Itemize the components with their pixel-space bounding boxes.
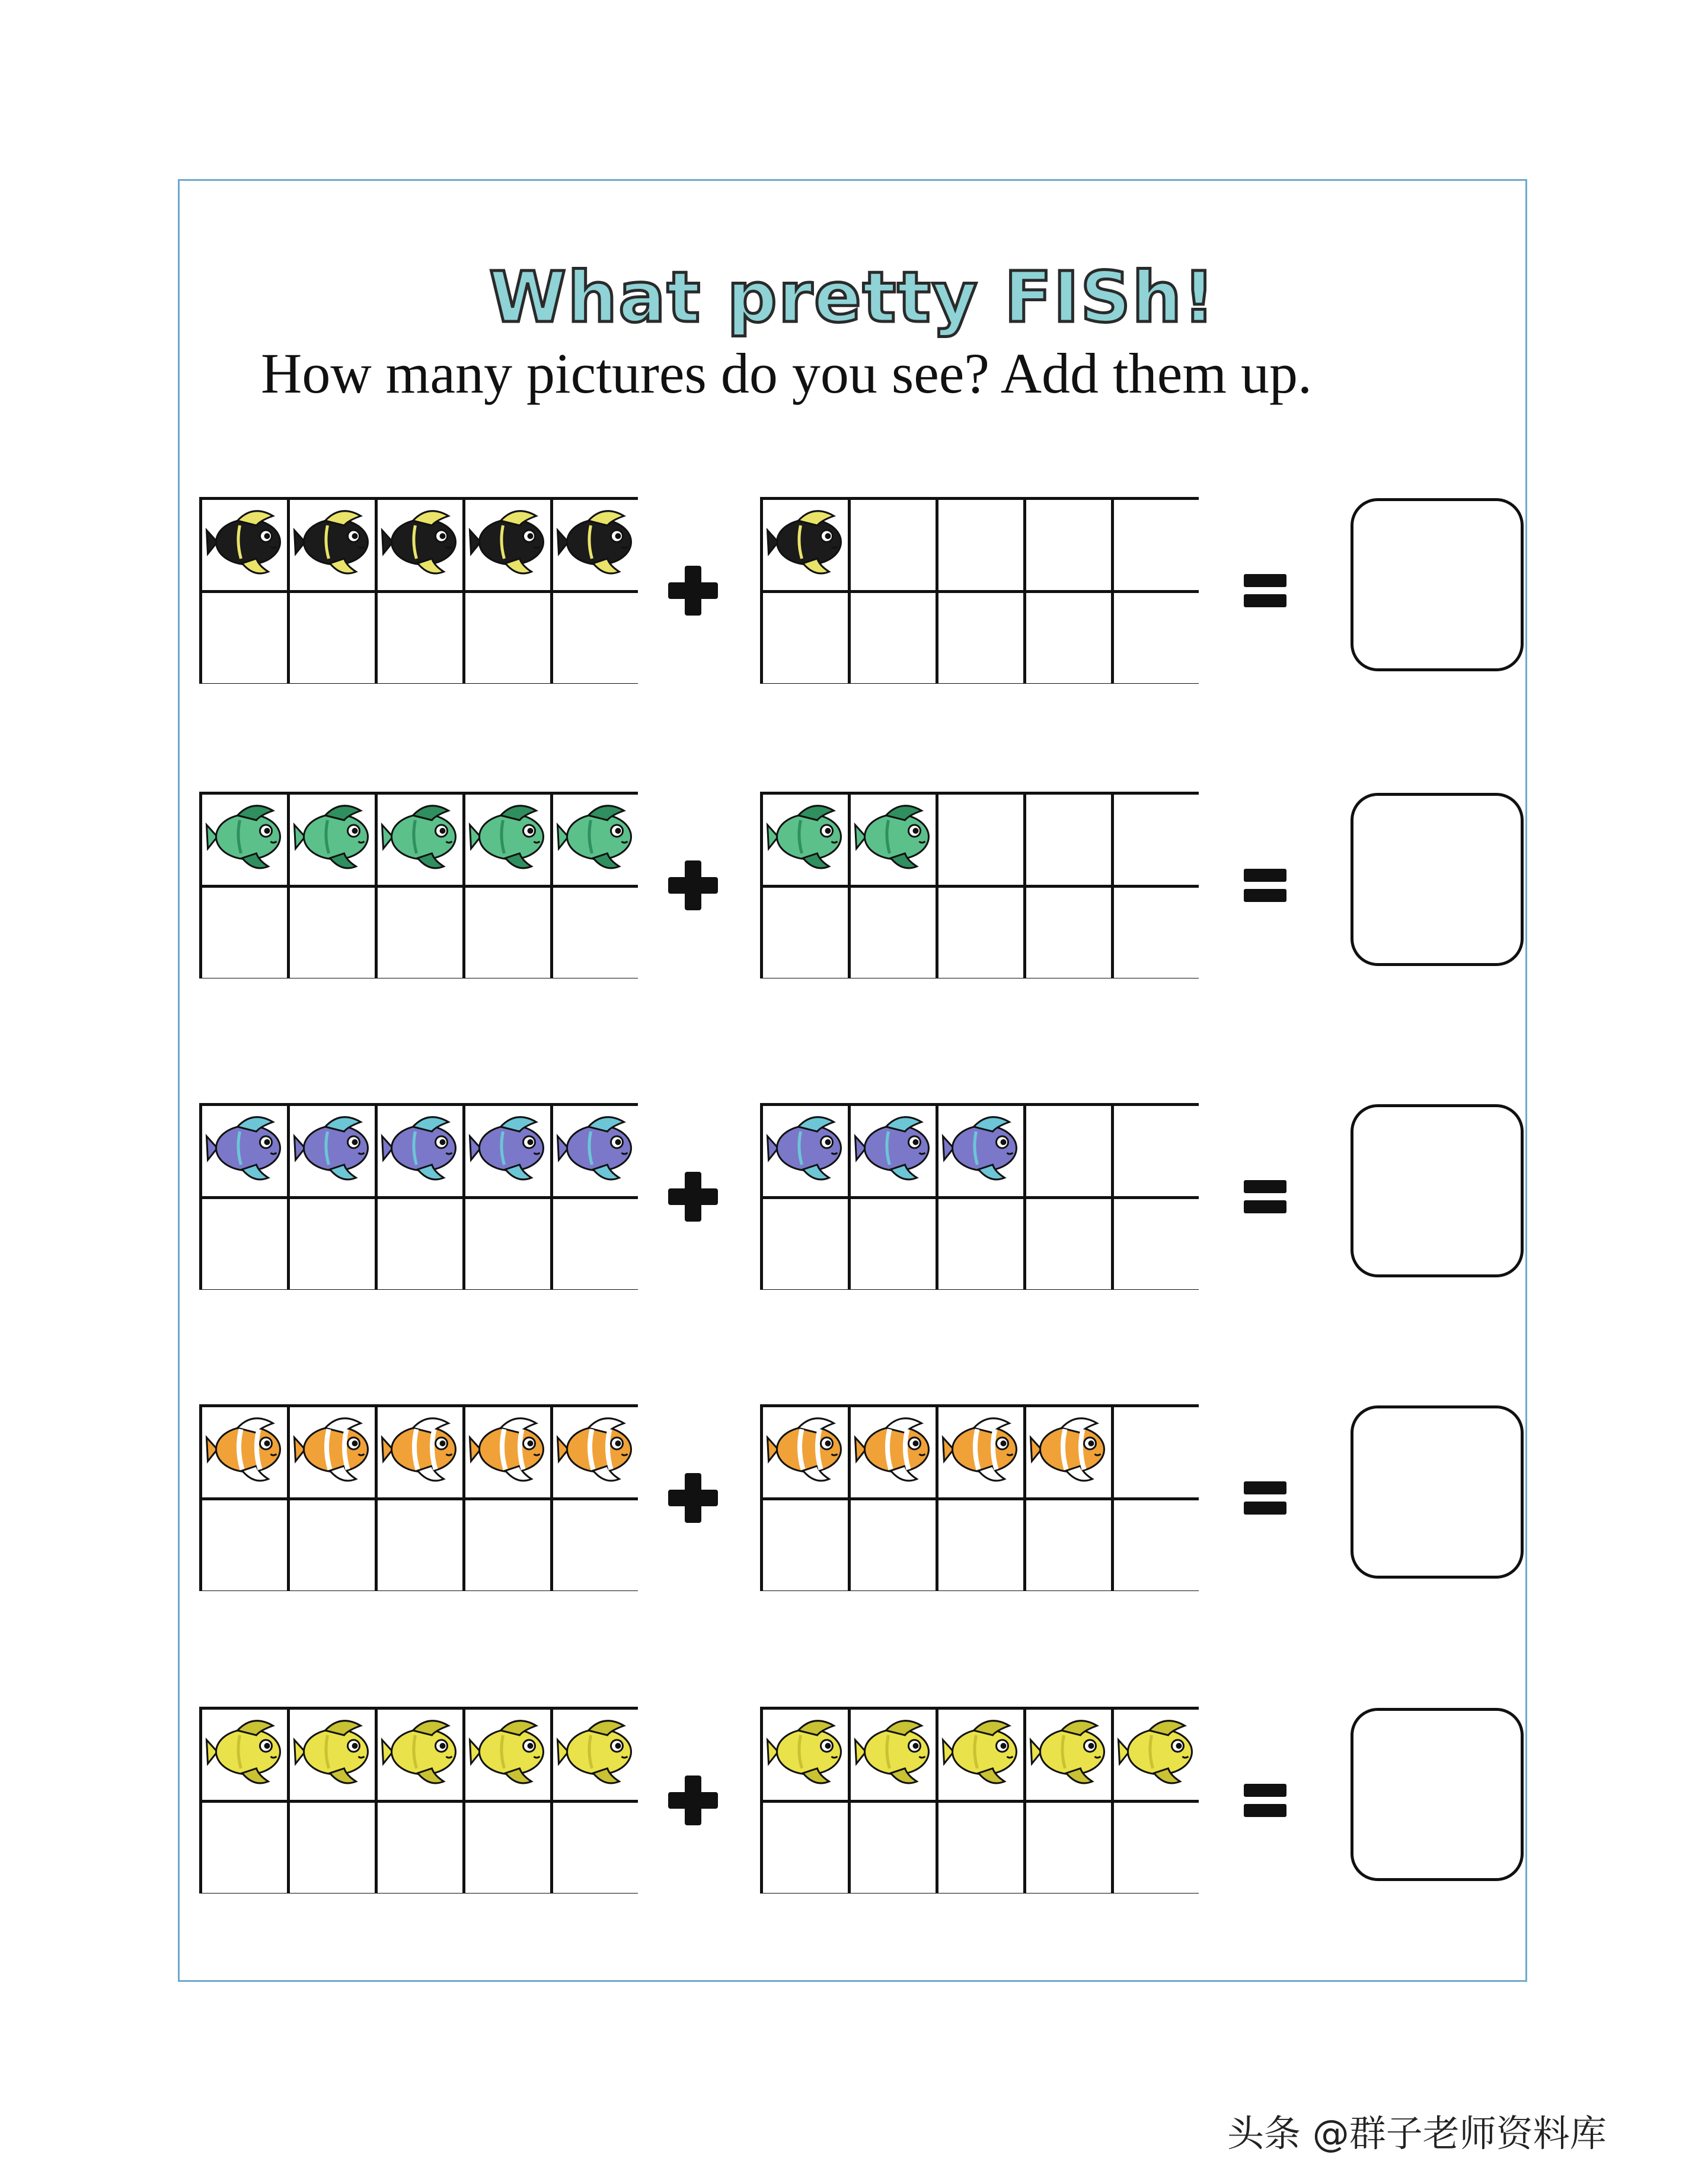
ten-frame-cell <box>850 1198 937 1290</box>
ten-frame-cell <box>552 887 638 979</box>
ten-frame-cell <box>464 1198 552 1290</box>
answer-box-2[interactable] <box>1351 793 1524 966</box>
ten-frame-left-4 <box>199 1404 638 1591</box>
instruction-text: How many pictures do you see? Add them up. <box>261 342 1312 405</box>
ten-frame-left-2 <box>199 792 638 978</box>
ten-frame-cell <box>762 1802 850 1894</box>
equals-sign-icon <box>1238 858 1292 913</box>
ten-frame-cell <box>937 592 1025 684</box>
ten-frame-cell <box>552 1499 638 1592</box>
ten-frame-cell <box>464 592 552 684</box>
ten-frame-cell <box>1025 1802 1113 1894</box>
plus-sign-icon <box>666 1169 720 1224</box>
plus-sign-icon <box>666 563 720 618</box>
footer-watermark: 头条 @群子老师资料库 <box>1227 2112 1607 2155</box>
ten-frame-cell <box>937 1499 1025 1592</box>
ten-frame-cell <box>850 499 937 592</box>
ten-frame-cell <box>1025 793 1113 887</box>
ten-frame-cell <box>552 592 638 684</box>
ten-frame-cell <box>201 887 289 979</box>
answer-box-3[interactable] <box>1351 1104 1524 1277</box>
ten-frame-right-5 <box>760 1707 1199 1894</box>
ten-frame-cell <box>1113 1105 1199 1198</box>
answer-box-4[interactable] <box>1351 1405 1524 1579</box>
ten-frame-cell <box>376 887 464 979</box>
ten-frame-cell <box>762 887 850 979</box>
plus-sign-icon <box>666 858 720 913</box>
ten-frame-cell <box>1113 793 1199 887</box>
ten-frame-cell <box>552 1198 638 1290</box>
ten-frame-cell <box>1113 1198 1199 1290</box>
ten-frame-cell <box>937 793 1025 887</box>
ten-frame-cell <box>1113 1802 1199 1894</box>
ten-frame-cell <box>850 887 937 979</box>
ten-frame-cell <box>201 1802 289 1894</box>
ten-frame-cell <box>1113 592 1199 684</box>
ten-frame-cell <box>464 1802 552 1894</box>
ten-frame-cell <box>1025 1499 1113 1592</box>
ten-frame-cell <box>1113 1406 1199 1499</box>
ten-frame-cell <box>201 1198 289 1290</box>
ten-frame-cell <box>376 1198 464 1290</box>
answer-box-5[interactable] <box>1351 1708 1524 1881</box>
plus-sign-icon <box>666 1773 720 1828</box>
ten-frame-right-4 <box>760 1404 1199 1591</box>
ten-frame-cell <box>201 1499 289 1592</box>
ten-frame-cell <box>850 1802 937 1894</box>
ten-frame-cell <box>1025 887 1113 979</box>
ten-frame-cell <box>1113 499 1199 592</box>
equals-sign-icon <box>1238 1169 1292 1224</box>
ten-frame-cell <box>937 1802 1025 1894</box>
ten-frame-cell <box>376 592 464 684</box>
ten-frame-cell <box>850 592 937 684</box>
plus-sign-icon <box>666 1471 720 1525</box>
ten-frame-cell <box>850 1499 937 1592</box>
ten-frame-left-3 <box>199 1103 638 1290</box>
ten-frame-cell <box>289 1802 376 1894</box>
ten-frame-cell <box>376 1499 464 1592</box>
ten-frame-cell <box>1025 1198 1113 1290</box>
ten-frame-cell <box>937 499 1025 592</box>
ten-frame-right-1 <box>760 497 1199 684</box>
ten-frame-cell <box>552 1802 638 1894</box>
ten-frame-cell <box>762 592 850 684</box>
ten-frame-cell <box>762 1499 850 1592</box>
ten-frame-cell <box>289 1499 376 1592</box>
equals-sign-icon <box>1238 1773 1292 1828</box>
ten-frame-cell <box>289 592 376 684</box>
ten-frame-cell <box>376 1802 464 1894</box>
ten-frame-cell <box>937 1198 1025 1290</box>
ten-frame-cell <box>937 887 1025 979</box>
ten-frame-cell <box>1113 1499 1199 1592</box>
ten-frame-right-2 <box>760 792 1199 978</box>
ten-frame-cell <box>1025 592 1113 684</box>
ten-frame-left-5 <box>199 1707 638 1894</box>
ten-frame-left-1 <box>199 497 638 684</box>
ten-frame-cell <box>1113 887 1199 979</box>
ten-frame-cell <box>289 887 376 979</box>
ten-frame-cell <box>464 1499 552 1592</box>
equals-sign-icon <box>1238 1471 1292 1525</box>
ten-frame-cell <box>201 592 289 684</box>
ten-frame-right-3 <box>760 1103 1199 1290</box>
ten-frame-cell <box>289 1198 376 1290</box>
equals-sign-icon <box>1238 563 1292 618</box>
ten-frame-cell <box>762 1198 850 1290</box>
worksheet-title: What pretty FISh! <box>489 256 1217 338</box>
ten-frame-cell <box>464 887 552 979</box>
ten-frame-cell <box>1025 499 1113 592</box>
answer-box-1[interactable] <box>1351 498 1524 671</box>
ten-frame-cell <box>1025 1105 1113 1198</box>
